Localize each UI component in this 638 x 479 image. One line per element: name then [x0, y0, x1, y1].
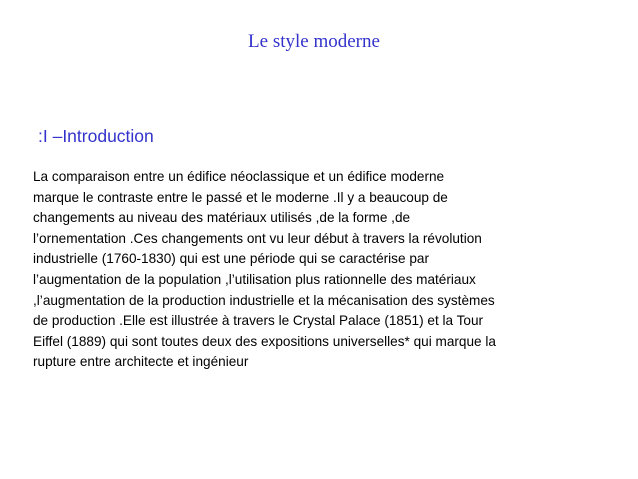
body-line: l’augmentation de la population ,l’utilisation plus rationnelle des matériaux — [33, 271, 476, 287]
body-line: l’ornementation .Ces changements ont vu leur début à travers la révolution — [33, 230, 482, 246]
body-line: industrielle (1760-1830) qui est une période qui se caractérise par — [33, 251, 429, 267]
body-line: changements au niveau des matériaux utilisés ,de la forme ,de — [33, 210, 411, 226]
slide-title: Le style moderne — [248, 31, 380, 52]
body-line: marque le contraste entre le passé et le moderne .Il y a beaucoup de — [33, 189, 448, 205]
body-line: rupture entre architecte et ingénieur — [33, 354, 249, 370]
body-line: Eiffel (1889) qui sont toutes deux des expositions universelles* qui marque la — [33, 333, 496, 349]
section-heading: :I –Introduction — [38, 126, 154, 146]
body-line: ,l’augmentation de la production industrielle et la mécanisation des systèmes — [33, 292, 495, 308]
body-line: La comparaison entre un édifice néoclassique et un édifice moderne — [33, 169, 445, 184]
body-paragraph — [33, 167, 633, 373]
body-line: de production .Elle est illustrée à travers le Crystal Palace (1851) et la Tour — [33, 313, 484, 329]
